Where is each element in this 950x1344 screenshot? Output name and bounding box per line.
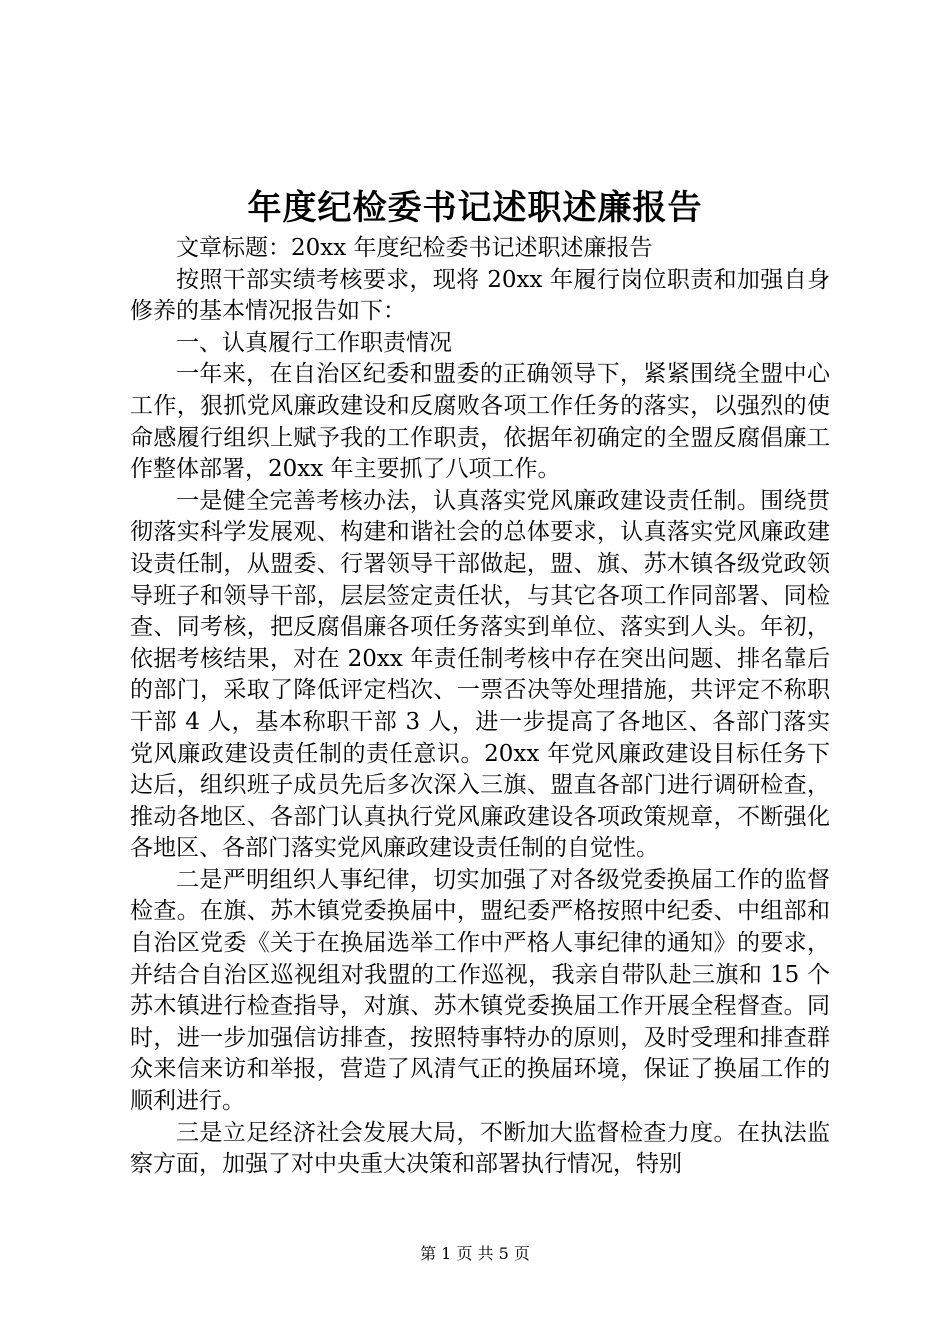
paragraph-item-1: 一是健全完善考核办法，认真落实党风廉政建设责任制。围绕贯彻落实科学发展观、构建和谐社会的总体要求，认真落实党风廉政建设责任制，从盟委、行署领导干部做起，盟、旗、苏木镇各级党政领导班子和领导干部，层层签定责任状，与其它各项工作同部署、同检查、同考核，把反腐倡廉各项任务落实到单位、落实到人头。年初，依据考核结果，对在 20xx 年责任制考核中存在突出问题、排名靠后的部门，采取了降低评定档次、一票否决等处理措施，共评定不称职干部 4 人，基本称职干部 3 人，进一步提高了各地区、各部门落实党风廉政建设责任制的责任意识。20xx 年党风廉政建设目标任务下达后，组织班子成员先后多次深入三旗、盟直各部门进行调研检查，推动各地区、各部门认真执行党风廉政建设各项政策规章，不断强化各地区、各部门落实党风廉政建设责任制的自觉性。 [130,487,830,862]
page-footer: 第 1 页 共 5 页 [420,1244,530,1263]
document-title: 年度纪检委书记述职述廉报告 [247,188,703,228]
paragraph-article-title: 文章标题：20xx 年度纪检委书记述职述廉报告 [176,235,653,261]
document-body [130,233,830,1181]
section-heading-1: 一、认真履行工作职责情况 [176,329,452,356]
paragraph-item-3: 三是立足经济社会发展大局，不断加大监督检查力度。在执法监察方面，加强了对中央重大决策和部署执行情况，特别 [130,1119,830,1178]
paragraph-item-2: 二是严明组织人事纪律，切实加强了对各级党委换届工作的监督检查。在旗、苏木镇党委换届中，盟纪委严格按照中纪委、中组部和自治区党委《关于在换届选举工作中严格人事纪律的通知》的要求，并结合自治区巡视组对我盟的工作巡视，我亲自带队赴三旗和 15 个苏木镇进行检查指导，对旗、苏木镇党委换届工作开展全程督查。同时，进一步加强信访排查，按照特事特办的原则，及时受理和排查群众来信来访和举报，营造了风清气正的换届环境，保证了换届工作的顺利进行。 [130,866,830,1115]
paragraph-intro: 按照干部实绩考核要求，现将 20xx 年履行岗位职责和加强自身修养的基本情况报告如下： [130,266,830,325]
paragraph-overview: 一年来，在自治区纪委和盟委的正确领导下，紧紧围绕全盟中心工作，狠抓党风廉政建设和反腐败各项工作任务的落实，以强烈的使命感履行组织上赋予我的工作职责，依据年初确定的全盟反腐倡廉工作整体部署，20xx 年主要抓了八项工作。 [130,361,830,483]
